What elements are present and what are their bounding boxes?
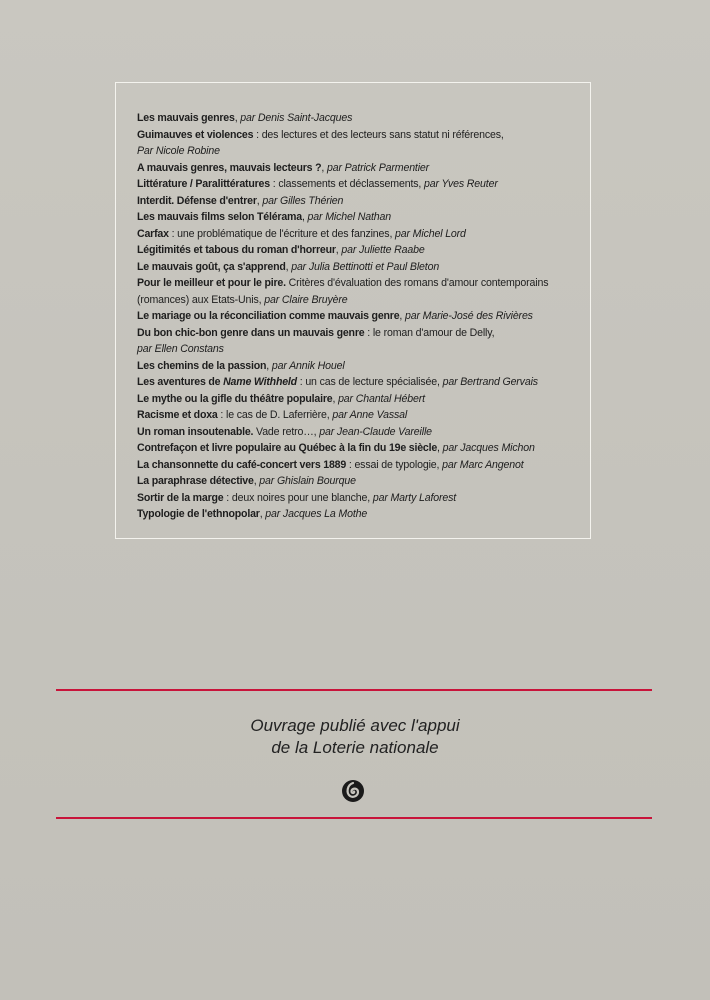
toc-entry-subtitle: , xyxy=(335,244,342,256)
credit-line-1: Ouvrage publié avec l'appui xyxy=(250,716,460,735)
toc-entry-author: par Michel Lord xyxy=(395,227,466,240)
toc-entry-subtitle: : deux noires pour une blanche, xyxy=(223,491,373,504)
toc-entry-subtitle: : une problématique de l'écriture et des fanzines, xyxy=(168,227,396,240)
toc-entry xyxy=(137,242,587,259)
toc-entry-subtitle: , xyxy=(437,442,443,454)
toc-entry-subtitle: , xyxy=(321,161,327,174)
toc-entry xyxy=(137,127,587,144)
toc-entry-title: Littérature / Paralittératures xyxy=(137,178,270,190)
toc-entry xyxy=(137,209,587,226)
toc-entry-title: Interdit. Défense d'entrer xyxy=(137,194,257,207)
toc-entry-subtitle: (romances) aux Etats-Unis, xyxy=(137,293,265,306)
toc-entry xyxy=(137,374,587,391)
toc-entry-title: Guimauves et violences xyxy=(137,128,254,141)
toc-entry-title: Typologie de l'ethnopolar xyxy=(137,508,260,520)
toc-entry-title: Carfax xyxy=(137,227,169,240)
toc-entry-subtitle: , xyxy=(234,112,241,124)
toc-entry-subtitle: , xyxy=(253,475,260,487)
toc-entry xyxy=(137,391,587,408)
toc-entry-author: par Anne Vassal xyxy=(332,409,408,421)
toc-entry-subtitle: : classements et déclassements, xyxy=(269,178,424,190)
toc-entry-title: Pour le meilleur et pour le pire. xyxy=(137,277,286,289)
toc-entry xyxy=(137,407,587,424)
toc-entry-subtitle: : essai de typologie, xyxy=(346,458,443,471)
toc-entry-author: par Michel Nathan xyxy=(307,211,391,223)
credit-line-2: de la Loterie nationale xyxy=(271,738,439,757)
toc-entry-title: Un roman insoutenable. xyxy=(137,425,254,438)
toc-entry-author: par Chantal Hébert xyxy=(338,392,425,405)
red-rule-top xyxy=(56,689,652,691)
toc-entry-author: par Ellen Constans xyxy=(137,343,224,355)
toc-entry xyxy=(137,110,587,127)
toc-entry-subtitle: , xyxy=(259,508,266,520)
toc-entry-title: Sortir de la marge xyxy=(137,491,224,504)
toc-entry-author: par Jacques Michon xyxy=(442,442,535,454)
toc-entry xyxy=(137,506,587,523)
toc-entry-subtitle: , xyxy=(256,194,263,207)
toc-entry-author: par Juliette Raabe xyxy=(341,244,425,256)
toc-entry-title: Du bon chic-bon genre dans un mauvais genre xyxy=(137,326,365,339)
toc-entry xyxy=(137,457,587,474)
toc-entry xyxy=(137,358,587,375)
toc-entry xyxy=(137,275,587,292)
toc-entry-subtitle: : le cas de D. Laferrière, xyxy=(217,409,333,421)
toc-entry-author: par Annik Houel xyxy=(271,359,345,372)
toc-entry-title: Racisme et doxa xyxy=(137,409,218,421)
toc-entry xyxy=(137,440,587,457)
toc-entry-subtitle: , xyxy=(399,310,405,322)
loterie-nationale-logo-icon xyxy=(341,779,365,803)
red-rule-bottom xyxy=(56,817,652,819)
toc-entry-author: par Denis Saint-Jacques xyxy=(240,112,353,124)
toc-entry-title: La paraphrase détective xyxy=(137,475,254,487)
toc-entry-title: Le mauvais goût, ça s'apprend xyxy=(137,260,286,273)
toc-entry xyxy=(137,341,587,358)
toc-entry-subtitle: , xyxy=(332,392,339,405)
contents-list xyxy=(137,110,587,523)
toc-entry xyxy=(137,473,587,490)
toc-entry xyxy=(137,193,587,210)
toc-entry-author: par Claire Bruyère xyxy=(264,293,348,306)
toc-entry-author: par Marty Laforest xyxy=(372,491,457,504)
toc-entry-author: par Marie-José des Rivières xyxy=(405,310,533,322)
toc-entry-title: Les chemins de la passion xyxy=(137,359,267,372)
toc-entry xyxy=(137,292,587,309)
toc-entry-author: par Yves Reuter xyxy=(423,178,498,190)
toc-entry-title: Les mauvais genres xyxy=(137,112,235,124)
toc-entry xyxy=(137,424,587,441)
toc-entry-subtitle: , xyxy=(266,359,272,372)
toc-entry xyxy=(137,308,587,325)
toc-entry xyxy=(137,160,587,177)
toc-entry-author: par Gilles Thérien xyxy=(262,194,344,207)
toc-entry-subtitle: : le roman d'amour de Delly, xyxy=(364,326,495,339)
toc-entry-author: Par Nicole Robine xyxy=(137,145,220,157)
toc-entry-title: A mauvais genres, mauvais lecteurs ? xyxy=(137,161,322,174)
toc-entry-author: par Ghislain Bourque xyxy=(259,475,356,487)
toc-entry-title: Contrefaçon et livre populaire au Québec à la fin du 19e siècle xyxy=(137,442,438,454)
toc-entry-subtitle: : un cas de lecture spécialisée, xyxy=(296,376,443,388)
toc-entry xyxy=(137,176,587,193)
toc-entry-author: par Julia Bettinotti et Paul Bleton xyxy=(291,260,440,273)
toc-entry xyxy=(137,143,587,160)
toc-entry-title: Légitimités et tabous du roman d'horreur xyxy=(137,244,336,256)
toc-entry-subtitle: , xyxy=(285,260,292,273)
toc-entry-author: par Jean-Claude Vareille xyxy=(319,425,432,438)
toc-entry-subtitle: Vade retro…, xyxy=(253,425,320,438)
toc-entry xyxy=(137,226,587,243)
toc-entry-title: Le mariage ou la réconciliation comme mauvais genre xyxy=(137,310,400,322)
toc-entry xyxy=(137,490,587,507)
toc-entry-title: Les aventures de xyxy=(137,376,224,388)
toc-entry-author: par Marc Angenot xyxy=(442,458,524,471)
toc-entry-subtitle: Critères d'évaluation des romans d'amour contemporains xyxy=(285,277,549,289)
toc-entry-author: par Jacques La Mothe xyxy=(265,508,368,520)
toc-entry xyxy=(137,325,587,342)
toc-entry-author: par Bertrand Gervais xyxy=(442,376,538,388)
toc-entry-subtitle: , xyxy=(301,211,308,223)
toc-entry-title: Les mauvais films selon Télérama xyxy=(137,211,302,223)
toc-entry-title-italic: Name Withheld xyxy=(223,376,297,388)
toc-entry-subtitle: : des lectures et des lecteurs sans statut ni références, xyxy=(253,128,504,141)
toc-entry xyxy=(137,259,587,276)
toc-entry-author: par Patrick Parmentier xyxy=(326,161,430,174)
toc-entry-title: Le mythe ou la gifle du théâtre populaire xyxy=(137,392,333,405)
toc-entry-title: La chansonnette du café-concert vers 1889 xyxy=(137,458,347,471)
